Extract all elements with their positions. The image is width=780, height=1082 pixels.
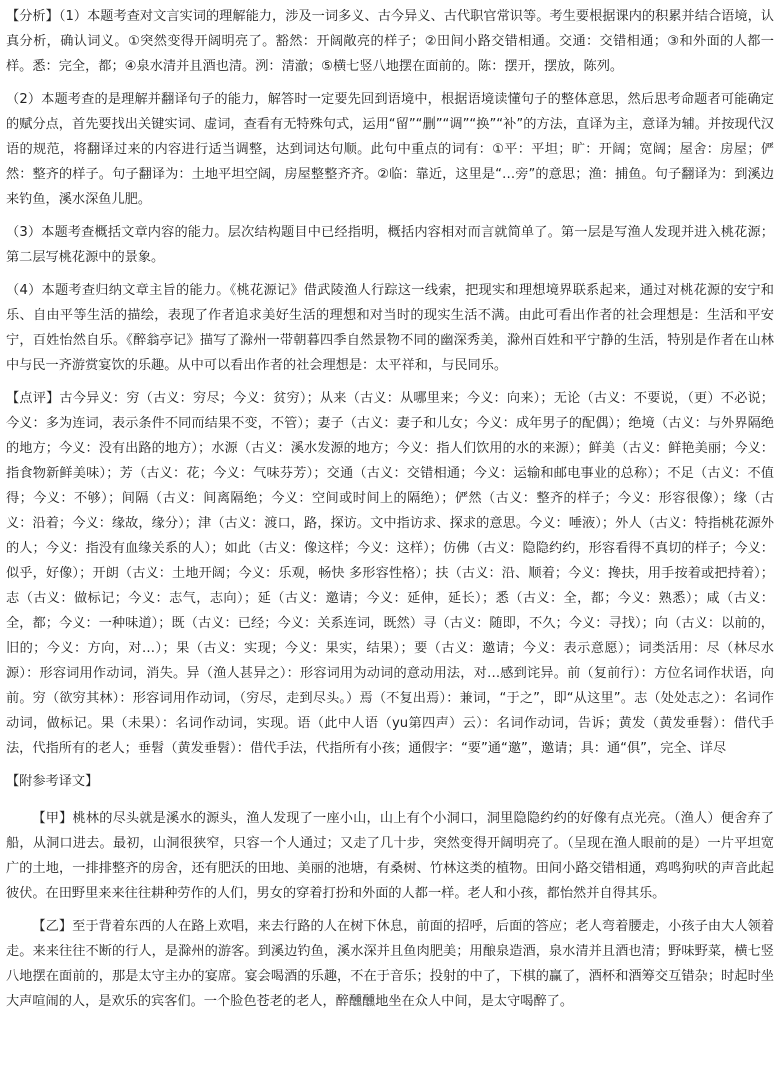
analysis-paragraph-2: （2）本题考查的是理解并翻译句子的能力，解答时一定要先回到语境中，根据语境读懂句子的整体意思，然后思考命题者可能确定的赋分点，首先要找出关键实词、虚词，查看有无特殊句式，运用“留”“删”“调”“换”“补”的方法，直译为主，意译为辅。并按现代汉语的规范，将翻译过来的内容进行适当调整，达到词达句顺。此句中重点的词有：①平：平坦；旷：开阔；宽阔；屋舍：房屋；俨然：整齐的样子。句子翻译为：土地平坦空阔，房屋整整齐齐。②临：靠近，这里是“…旁”的意思；渔：捕鱼。句子翻译为：到溪边来钓鱼，溪水深鱼儿肥。	[6, 92, 774, 207]
comment-paragraph: 【点评】古今异义：穷（古义：穷尽；今义：贫穷）；从来（古义：从哪里来；今义：向来）；无论（古义：不要说，（更）不必说；今义：多为连词，表示条件不同而结果不变，不管）；妻子（古义：妻子和儿女；今义：成年男子的配偶）；绝境（古义：与外界隔绝的地方；今义：没有出路的地方）；水源（古义：溪水发源的地方；今义：指人们饮用的水的来源）；鲜美（古义：鲜艳美丽；今义：指食物新鲜美味）；芳（古义：花；今义：气味芬芳）；交通（古义：交错相通；今义：运输和邮电事业的总称）；不足（古义：不值得；今义：不够）；间隔（古义：间离隔绝；今义：空间或时间上的隔绝）；俨然（古义：整齐的样子；今义：形容很像）；缘（古义：沿着；今义：缘故，缘分）；津（古义：渡口，路，探访。文中指访求、探求的意思。今义：唾液）；外人（古义：特指桃花源外的人；今义：指没有血缘关系的人）；如此（古义：像这样；今义：这样）；仿佛（古义：隐隐约约，形容看得不真切的样子；今义：似乎，好像）；开朗（古义：土地开阔；今义：乐观，畅快 多形容性格）；扶（古义：沿、顺着；今义：搀扶，用手按着或把持着）；志（古义：做标记；今义：志气，志向）；延（古义：邀请；今义：延伸，延长）；悉（古义：全，都；今义：熟悉）；咸（古义：全，都；今义：一种味道）；既（古义：已经；今义：关系连词，既然）寻（古义：随即，不久；今义：寻找）；向（古义：以前的，旧的；今义：方向，对…）；果（古义：实现；今义：果实，结果）；要（古义：邀请；今义：表示意愿）；词类活用：尽（林尽水源）：形容词用作动词，消失。异（渔人甚异之）：形容词用为动词的意动用法，对…感到诧异。前（复前行）：方位名词作状语，向前。穷（欲穷其林）：形容词用作动词，（穷尽，走到尽头。）焉（不复出焉）：兼词，“于之”，即“从这里”。志（处处志之）：名词作动词，做标记。果（未果）：名词作动词，实现。语（此中人语（yu第四声）云）：名词作动词，告诉；黄发（黄发垂髫）：借代手法，代指所有的老人；垂髫（黄发垂髫）：借代手法，代指所有小孩；通假字：“要”通“邀”，邀请；具：通“俱”，完全、详尽	[6, 391, 774, 756]
translation-yi: 【乙】至于背着东西的人在路上欢唱，来去行路的人在树下休息，前面的招呼，后面的答应；老人弯着腰走，小孩子由大人领着走。来来往往不断的行人，是滁州的游客。到溪边钓鱼，溪水深并且鱼肉肥美；用酿泉造酒，泉水清并且酒也清；野味野菜，横七竖八地摆在面前的，那是太守主办的宴席。宴会喝酒的乐趣，不在于音乐；投射的中了，下棋的赢了，酒杯和酒筹交互错杂；时起时坐大声喧闹的人，是欢乐的宾客们。一个脸色苍老的老人，醉醺醺地坐在众人中间，是太守喝醉了。	[6, 919, 774, 1009]
translation-header: 【附参考译文】	[6, 774, 99, 789]
analysis-paragraph-4: （4）本题考查归纳文章主旨的能力。《桃花源记》借武陵渔人行踪这一线索，把现实和理想境界联系起来，通过对桃花源的安宁和乐、自由平等生活的描绘，表现了作者追求美好生活的理想和对当时的现实生活不满。由此可看出作者的社会理想是：生活和平安宁，百姓怡然自乐。《醉翁亭记》描写了滁州一带朝暮四季自然景物不同的幽深秀美，滁州百姓和平宁静的生活，特别是作者在山林中与民一齐游赏宴饮的乐趣。从中可以看出作者的社会理想是：太平祥和，与民同乐。	[6, 283, 774, 373]
analysis-paragraph-1: 【分析】（1）本题考查对文言实词的理解能力，涉及一词多义、古今异义、古代职官常识等。考生要根据课内的积累并结合语境，认真分析，确认词义。①突然变得开阔明亮了。豁然：开阔敞亮的样子；②田间小路交错相通。交通：交错相通；③和外面的人都一样。悉：完全，都；④泉水清并且酒也清。洌：清澈；⑤横七竖八地摆在面前的。陈：摆开，摆放，陈列。	[6, 9, 774, 74]
translation-jia: 【甲】桃林的尽头就是溪水的源头，渔人发现了一座小山，山上有个小洞口，洞里隐隐约约的好像有点光亮。（渔人）便舍弃了船，从洞口进去。最初，山洞很狭窄，只容一个人通过；又走了几十步，突然变得开阔明亮了。（呈现在渔人眼前的是）一片平坦宽广的土地，一排排整齐的房舍，还有肥沃的田地、美丽的池塘，有桑树、竹林这类的植物。田间小路交错相通，鸡鸣狗吠的声音此起彼伏。在田野里来来往往耕种劳作的人们，男女的穿着打扮和外面的人都一样。老人和小孩，都怡然并自得其乐。	[6, 811, 774, 901]
analysis-paragraph-3: （3）本题考查概括文章内容的能力。层次结构题目中已经指明，概括内容相对而言就简单了。第一层是写渔人发现并进入桃花源；第二层写桃花源中的景象。	[6, 225, 774, 265]
